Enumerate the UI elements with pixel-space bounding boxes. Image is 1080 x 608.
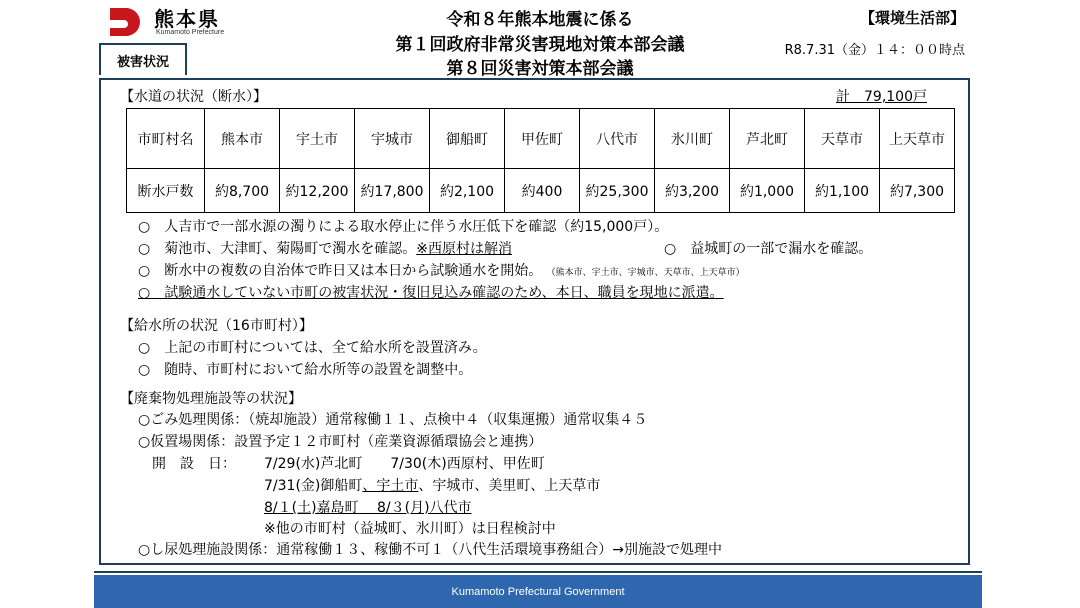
outage-cell: 約8,700: [205, 169, 280, 213]
department-label: 【環境生活部】: [859, 9, 965, 27]
municipality-cell: 宇城市: [355, 109, 430, 169]
table-header-row: [127, 109, 955, 169]
table-value-row: [127, 169, 955, 213]
water-note-2b: ※西原村は解消: [416, 241, 512, 257]
water-note-3-small: （熊本市、宇土市、宇城市、天草市、上天草市）: [546, 268, 745, 278]
municipality-cell: 宇土市: [280, 109, 355, 169]
water-heading: 【水道の状況（断水）】: [120, 89, 267, 105]
outage-cell: 約1,100: [805, 169, 880, 213]
water-note-1: ○ 人吉市で一部水源の濁りによる取水停止に伴う水圧低下を確認（約15,000戸）。: [138, 219, 669, 235]
footer-divider: [94, 571, 982, 573]
outage-cell: 約7,300: [880, 169, 955, 213]
logo-subtext: Kumamoto Prefecture: [156, 29, 225, 36]
water-note-2c: ○ 益城町の一部で漏水を確認。: [664, 241, 873, 257]
open-date-2b: 、宇土市: [362, 478, 419, 494]
outage-cell: 約25,300: [580, 169, 655, 213]
water-note-2a: ○ 菊池市、大津町、菊陽町で濁水を確認。: [138, 241, 417, 257]
outage-cell: 約2,100: [430, 169, 505, 213]
supply-heading: 【給水所の状況（16市町村）】: [120, 318, 313, 334]
water-outage-table: [126, 108, 955, 213]
title-line-2: 第１回政府非常災害現地対策本部会議: [395, 35, 685, 55]
waste-line-1: ○ごみ処理関係：（焼却施設）通常稼働１１、点検中４（収集運搬）通常収集４５: [138, 412, 648, 428]
water-note-2: [138, 240, 512, 258]
waste-line-3: ○し尿処理施設関係：通常稼働１３、稼働不可１（八代生活環境事務組合）→別施設で処理中: [138, 542, 722, 558]
open-date-2: [264, 477, 600, 495]
outage-cell: 約12,200: [280, 169, 355, 213]
outage-cell: 約400: [505, 169, 580, 213]
footer-bar: Kumamoto Prefectural Government: [94, 575, 982, 608]
waste-heading: 【廃棄物処理施設等の状況】: [120, 391, 302, 407]
municipality-cell: 上天草市: [880, 109, 955, 169]
municipality-cell: 芦北町: [730, 109, 805, 169]
water-note-4: ○ 試験通水していない市町の被害状況・復旧見込み確認のため、本日、職員を現地に派遣。: [138, 285, 724, 301]
outage-cell: 約3,200: [655, 169, 730, 213]
supply-note-2: ○ 随時、市町村において給水所等の設置を調整中。: [138, 362, 473, 378]
municipality-cell: 甲佐町: [505, 109, 580, 169]
logo-text: 熊本県: [154, 7, 220, 31]
open-date-3: 8/１(土)嘉島町 8/３(月)八代市: [264, 500, 472, 516]
water-note-3-main: ○ 断水中の複数の自治体で昨日又は本日から試験通水を開始。: [138, 263, 543, 279]
open-date-2c: 、宇城市、美里町、上天草市: [418, 478, 601, 494]
damage-status-tab: 被害状況: [99, 43, 187, 75]
title-line-3: 第８回災害対策本部会議: [446, 59, 634, 79]
kumamoto-logo-icon: [106, 6, 146, 38]
water-note-3: [138, 262, 745, 282]
supply-note-1: ○ 上記の市町村については、全て給水所を設置済み。: [138, 340, 487, 356]
open-date-2a: 7/31(金)御船町: [264, 478, 363, 494]
outage-cell: 約1,000: [730, 169, 805, 213]
municipality-cell: 氷川町: [655, 109, 730, 169]
open-date-4: ※他の市町村（益城町、氷川町）は日程検討中: [264, 521, 556, 537]
open-date-1: 7/29(水)芦北町 7/30(木)西原村、甲佐町: [264, 456, 545, 472]
row-label-outages: 断水戸数: [127, 169, 205, 213]
waste-line-2: ○仮置場関係：設置予定１２市町村（産業資源循環協会と連携）: [138, 434, 543, 450]
water-total: 計 79,100戸: [836, 89, 927, 105]
municipality-cell: 天草市: [805, 109, 880, 169]
timestamp: R8.7.31（金）１４：００時点: [784, 43, 965, 58]
row-label-municipality: 市町村名: [127, 109, 205, 169]
open-date-label: 開 設 日：: [152, 456, 236, 472]
municipality-cell: 御船町: [430, 109, 505, 169]
municipality-cell: 八代市: [580, 109, 655, 169]
municipality-cell: 熊本市: [205, 109, 280, 169]
outage-cell: 約17,800: [355, 169, 430, 213]
title-line-1: 令和８年熊本地震に係る: [446, 10, 634, 30]
